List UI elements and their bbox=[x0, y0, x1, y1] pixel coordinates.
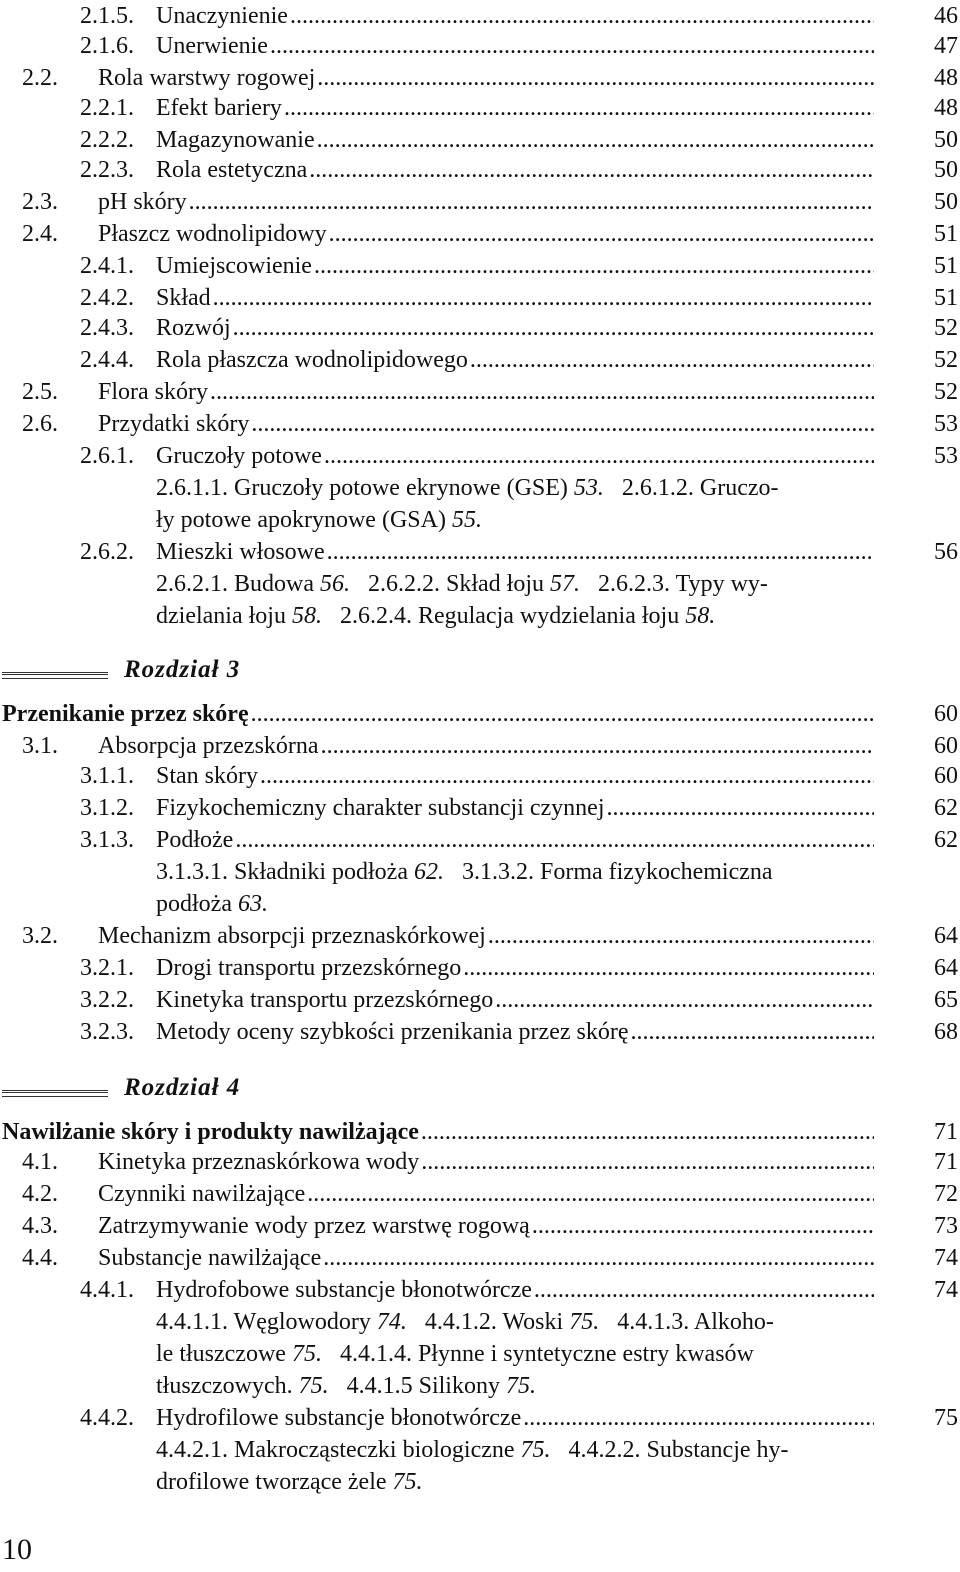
leader-dots bbox=[324, 440, 874, 472]
toc-entry bbox=[22, 62, 878, 94]
toc-subsection-text: 4.4.1.4. Płynne i syntetyczne estry kwasów bbox=[321, 1341, 754, 1367]
toc-subsection-line bbox=[156, 1434, 880, 1466]
toc-entry-number: 2.4.1. bbox=[80, 253, 134, 279]
toc-entry-number: 4.4.2. bbox=[80, 1405, 134, 1431]
leader-dots bbox=[421, 1146, 874, 1178]
toc-entry-page: 71 bbox=[934, 1119, 958, 1145]
toc-subsection-page: 56. bbox=[320, 571, 350, 597]
toc-entry-title: Metody oceny szybkości przenikania przez skórę bbox=[156, 1019, 629, 1045]
toc-entry-page: 52 bbox=[934, 379, 958, 405]
toc-entry-page: 50 bbox=[934, 127, 958, 153]
toc-subsection-text: drofilowe tworzące żele bbox=[156, 1469, 393, 1495]
toc-entry-page: 46 bbox=[934, 3, 958, 29]
toc-entry-page: 60 bbox=[934, 701, 958, 727]
toc-entry-number: 3.2.2. bbox=[80, 987, 134, 1013]
toc-subsection-text: 4.4.2.2. Substancje hy- bbox=[550, 1437, 789, 1463]
toc-entry bbox=[80, 1016, 878, 1048]
leader-dots bbox=[470, 344, 874, 376]
toc-entry-number: 2.5. bbox=[22, 379, 58, 405]
toc-entry-number: 2.2.3. bbox=[80, 157, 134, 183]
toc-subsection-line bbox=[156, 856, 880, 888]
toc-entry-title: Przydatki skóry bbox=[98, 411, 250, 437]
toc-entry-number: 3.1.2. bbox=[80, 795, 134, 821]
leader-dots bbox=[421, 1116, 874, 1148]
toc-subsection-page: 75. bbox=[520, 1437, 551, 1463]
leader-dots bbox=[523, 1402, 874, 1434]
toc-subsection-text: 2.6.2.4. Regulacja wydzielania łoju bbox=[321, 603, 686, 629]
toc-subsection-line bbox=[156, 1370, 880, 1402]
toc-subsection-text: 2.6.2.2. Skład łoju bbox=[350, 571, 551, 597]
leader-dots bbox=[290, 0, 874, 32]
toc-entry bbox=[80, 1402, 878, 1434]
toc-subsection-line bbox=[156, 568, 880, 600]
leader-dots bbox=[321, 730, 874, 762]
toc-subsection-text: 4.4.2.1. Makrocząsteczki biologiczne bbox=[156, 1437, 521, 1463]
leader-dots bbox=[534, 1274, 874, 1306]
toc-entry bbox=[22, 730, 878, 762]
leader-dots bbox=[488, 920, 874, 952]
toc-entry-number: 3.1. bbox=[22, 733, 58, 759]
toc-entry-title: Rola płaszcza wodnolipidowego bbox=[156, 347, 468, 373]
leader-dots bbox=[327, 536, 874, 568]
toc-subsection-text: 2.6.2.3. Typy wy- bbox=[580, 571, 768, 597]
toc-entry-number: 4.2. bbox=[22, 1181, 58, 1207]
toc-entry-number: 2.2. bbox=[22, 65, 58, 91]
toc-subsection-text: 4.4.1.5 Silikony bbox=[328, 1373, 506, 1399]
toc-entry-title: Rola warstwy rogowej bbox=[98, 65, 316, 91]
toc-entry-page: 60 bbox=[934, 733, 958, 759]
toc-entry-title: Absorpcja przezskórna bbox=[98, 733, 319, 759]
toc-entry-page: 51 bbox=[934, 253, 958, 279]
toc-entry-title: Umiejscowienie bbox=[156, 253, 312, 279]
toc-entry-page: 65 bbox=[934, 987, 958, 1013]
toc-entry-title: Rozwój bbox=[156, 315, 231, 341]
toc-entry-page: 51 bbox=[934, 221, 958, 247]
leader-dots bbox=[463, 952, 874, 984]
toc-entry-page: 53 bbox=[934, 443, 958, 469]
leader-dots bbox=[260, 760, 874, 792]
toc-entry-page: 62 bbox=[934, 827, 958, 853]
toc-entry-number: 2.3. bbox=[22, 189, 58, 215]
toc-subsection-line bbox=[156, 1306, 880, 1338]
toc-entry-title: Nawilżanie skóry i produkty nawilżające bbox=[2, 1119, 419, 1145]
toc-subsection-line bbox=[156, 600, 880, 632]
toc-entry-number: 2.4.4. bbox=[80, 347, 134, 373]
toc-entry-number: 3.2.3. bbox=[80, 1019, 134, 1045]
toc-subsection-page: 57. bbox=[550, 571, 581, 597]
leader-dots bbox=[329, 218, 874, 250]
toc-subsection-text: 3.1.3.2. Forma fizykochemiczna bbox=[443, 859, 773, 885]
toc-subsection-page: 58. bbox=[685, 603, 716, 629]
toc-entry bbox=[80, 250, 878, 282]
leader-dots bbox=[314, 250, 874, 282]
toc-subsection-line bbox=[156, 504, 880, 536]
toc-subsection-page: 75. bbox=[392, 1469, 423, 1495]
toc-entry-title: Podłoże bbox=[156, 827, 234, 853]
toc-entry-page: 56 bbox=[934, 539, 958, 565]
toc-entry-number: 3.2.1. bbox=[80, 955, 134, 981]
toc-entry-page: 60 bbox=[934, 763, 958, 789]
toc-entry-number: 3.2. bbox=[22, 923, 58, 949]
toc-entry-title: Przenikanie przez skórę bbox=[2, 701, 249, 727]
toc-entry bbox=[22, 1146, 878, 1178]
toc-entry bbox=[22, 186, 878, 218]
toc-entry-number: 2.1.6. bbox=[80, 33, 134, 59]
toc-entry-title: Skład bbox=[156, 285, 211, 311]
leader-dots bbox=[307, 1178, 874, 1210]
toc-subsection-page: 75. bbox=[298, 1373, 329, 1399]
toc-entry-title: Kinetyka transportu przezskórnego bbox=[156, 987, 494, 1013]
toc-entry bbox=[22, 1210, 878, 1242]
toc-entry bbox=[22, 1242, 878, 1274]
toc-entry-title: Stan skóry bbox=[156, 763, 258, 789]
toc-subsection-page: 58. bbox=[291, 603, 322, 629]
leader-dots bbox=[189, 186, 874, 218]
toc-entry bbox=[80, 984, 878, 1016]
toc-entry bbox=[80, 124, 878, 156]
toc-entry-page: 64 bbox=[934, 923, 958, 949]
toc-entry-title: Flora skóry bbox=[98, 379, 208, 405]
toc-subsection-text: le tłuszczowe bbox=[156, 1341, 292, 1367]
toc-entry-number: 2.4.2. bbox=[80, 285, 134, 311]
toc-subsection-page: 62. bbox=[413, 859, 444, 885]
toc-subsection-page: 75. bbox=[569, 1309, 600, 1335]
toc-entry bbox=[80, 30, 878, 62]
toc-subsection-text: 4.4.1.2. Woski bbox=[406, 1309, 570, 1335]
toc-subsection-line bbox=[156, 888, 880, 920]
toc-entry-number: 4.4. bbox=[22, 1245, 58, 1271]
toc-subsection-text: 3.1.3.1. Składniki podłoża bbox=[156, 859, 414, 885]
toc-entry bbox=[22, 1178, 878, 1210]
page-number: 10 bbox=[2, 1533, 32, 1566]
toc-entry-title: Hydrofilowe substancje błonotwórcze bbox=[156, 1405, 522, 1431]
toc-entry-number: 2.6. bbox=[22, 411, 58, 437]
toc-entry bbox=[80, 282, 878, 314]
toc-entry-title: Zatrzymywanie wody przez warstwę rogową bbox=[98, 1213, 530, 1239]
toc-entry-title: Substancje nawilżające bbox=[98, 1245, 322, 1271]
toc-entry-number: 2.6.2. bbox=[80, 539, 134, 565]
toc-entry-page: 68 bbox=[934, 1019, 958, 1045]
leader-dots bbox=[309, 154, 874, 186]
toc-entry-title: Mieszki włosowe bbox=[156, 539, 325, 565]
toc-entry bbox=[80, 344, 878, 376]
toc-entry bbox=[80, 92, 878, 124]
toc-entry-number: 3.1.3. bbox=[80, 827, 134, 853]
chapter-rule bbox=[2, 1090, 108, 1097]
toc-subsection-page: 63. bbox=[237, 891, 268, 917]
chapter-heading: Rozdział 3 bbox=[124, 656, 241, 683]
toc-entry-page: 74 bbox=[934, 1277, 958, 1303]
toc-subsection-text: 2.6.1.2. Gruczo- bbox=[603, 475, 779, 501]
chapter-rule bbox=[2, 672, 108, 679]
toc-entry-page: 72 bbox=[934, 1181, 958, 1207]
toc-entry bbox=[80, 1274, 878, 1306]
toc-entry-title: Mechanizm absorpcji przeznaskórkowej bbox=[98, 923, 486, 949]
leader-dots bbox=[251, 408, 874, 440]
toc-subsection-page: 53. bbox=[573, 475, 604, 501]
toc-entry-page: 52 bbox=[934, 347, 958, 373]
toc-entry-number: 4.1. bbox=[22, 1149, 58, 1175]
leader-dots bbox=[251, 698, 874, 730]
leader-dots bbox=[317, 124, 874, 156]
toc-entry-title: Rola estetyczna bbox=[156, 157, 308, 183]
toc-entry-page: 51 bbox=[934, 285, 958, 311]
toc-entry-page: 52 bbox=[934, 315, 958, 341]
toc-subsection-line bbox=[156, 1466, 880, 1498]
leader-dots bbox=[607, 792, 875, 824]
toc-entry bbox=[22, 920, 878, 952]
toc-entry-number: 2.4. bbox=[22, 221, 58, 247]
toc-entry-page: 50 bbox=[934, 157, 958, 183]
toc-entry-title: Magazynowanie bbox=[156, 127, 315, 153]
toc-subsection-page: 75. bbox=[291, 1341, 322, 1367]
toc-subsection-text: tłuszczowych. bbox=[156, 1373, 299, 1399]
toc-entry-number: 4.4.1. bbox=[80, 1277, 134, 1303]
leader-dots bbox=[235, 824, 874, 856]
toc-entry-number: 2.1.5. bbox=[80, 3, 134, 29]
toc-subsection-text: ły potowe apokrynowe (GSA) bbox=[156, 507, 452, 533]
leader-dots bbox=[213, 282, 874, 314]
leader-dots bbox=[317, 62, 874, 94]
toc-entry bbox=[22, 408, 878, 440]
toc-subsection-text: 4.4.1.3. Alkoho- bbox=[599, 1309, 774, 1335]
toc-subsection-line bbox=[156, 472, 880, 504]
leader-dots bbox=[532, 1210, 874, 1242]
toc-entry-page: 75 bbox=[934, 1405, 958, 1431]
toc-entry-page: 74 bbox=[934, 1245, 958, 1271]
toc-entry-title: pH skóry bbox=[98, 189, 187, 215]
toc-entry-title: Płaszcz wodnolipidowy bbox=[98, 221, 327, 247]
chapter-heading: Rozdział 4 bbox=[124, 1074, 241, 1101]
toc-entry-page: 48 bbox=[934, 95, 958, 121]
leader-dots bbox=[323, 1242, 874, 1274]
toc-entry bbox=[22, 376, 878, 408]
toc-entry-page: 73 bbox=[934, 1213, 958, 1239]
toc-entry-number: 3.1.1. bbox=[80, 763, 134, 789]
toc-entry-title: Unaczynienie bbox=[156, 3, 288, 29]
toc-entry-title: Drogi transportu przezskórnego bbox=[156, 955, 462, 981]
toc-entry-title: Efekt bariery bbox=[156, 95, 282, 121]
leader-dots bbox=[495, 984, 874, 1016]
toc-entry-title: Unerwienie bbox=[156, 33, 268, 59]
toc-subsection-text: podłoża bbox=[156, 891, 238, 917]
toc-entry-number: 2.2.2. bbox=[80, 127, 134, 153]
toc-entry-number: 2.6.1. bbox=[80, 443, 134, 469]
toc-entry bbox=[80, 536, 878, 568]
toc-entry bbox=[80, 760, 878, 792]
toc-entry-page: 71 bbox=[934, 1149, 958, 1175]
toc-entry bbox=[2, 1116, 878, 1148]
toc-entry bbox=[80, 0, 878, 32]
toc-subsection-line bbox=[156, 1338, 880, 1370]
toc-entry bbox=[80, 824, 878, 856]
toc-entry-number: 4.3. bbox=[22, 1213, 58, 1239]
toc-subsection-page: 74. bbox=[376, 1309, 407, 1335]
toc-entry-title: Czynniki nawilżające bbox=[98, 1181, 306, 1207]
toc-entry bbox=[80, 312, 878, 344]
toc-entry bbox=[80, 154, 878, 186]
toc-subsection-text: 2.6.2.1. Budowa bbox=[156, 571, 320, 597]
toc-subsection-text: dzielania łoju bbox=[156, 603, 292, 629]
leader-dots bbox=[210, 376, 874, 408]
leader-dots bbox=[631, 1016, 875, 1048]
toc-entry bbox=[80, 440, 878, 472]
leader-dots bbox=[233, 312, 874, 344]
toc-entry-page: 62 bbox=[934, 795, 958, 821]
toc-subsection-text: 2.6.1.1. Gruczoły potowe ekrynowe (GSE) bbox=[156, 475, 574, 501]
toc-entry-number: 2.2.1. bbox=[80, 95, 134, 121]
toc-subsection-text: 4.4.1.1. Węglowodory bbox=[156, 1309, 377, 1335]
toc-entry-number: 2.4.3. bbox=[80, 315, 134, 341]
toc-subsection-page: 55. bbox=[451, 507, 482, 533]
toc-entry bbox=[80, 952, 878, 984]
toc-entry-page: 53 bbox=[934, 411, 958, 437]
toc-entry bbox=[22, 218, 878, 250]
toc-entry-page: 50 bbox=[934, 189, 958, 215]
toc-entry-title: Kinetyka przeznaskórkowa wody bbox=[98, 1149, 420, 1175]
toc-entry-title: Fizykochemiczny charakter substancji czynnej bbox=[156, 795, 605, 821]
toc-entry-page: 47 bbox=[934, 33, 958, 59]
leader-dots bbox=[270, 30, 874, 62]
leader-dots bbox=[284, 92, 874, 124]
toc-subsection-page: 75. bbox=[505, 1373, 536, 1399]
toc-entry bbox=[80, 792, 878, 824]
toc-entry-page: 64 bbox=[934, 955, 958, 981]
toc-entry bbox=[2, 698, 878, 730]
toc-entry-title: Hydrofobowe substancje błonotwórcze bbox=[156, 1277, 532, 1303]
toc-entry-page: 48 bbox=[934, 65, 958, 91]
toc-entry-title: Gruczoły potowe bbox=[156, 443, 322, 469]
